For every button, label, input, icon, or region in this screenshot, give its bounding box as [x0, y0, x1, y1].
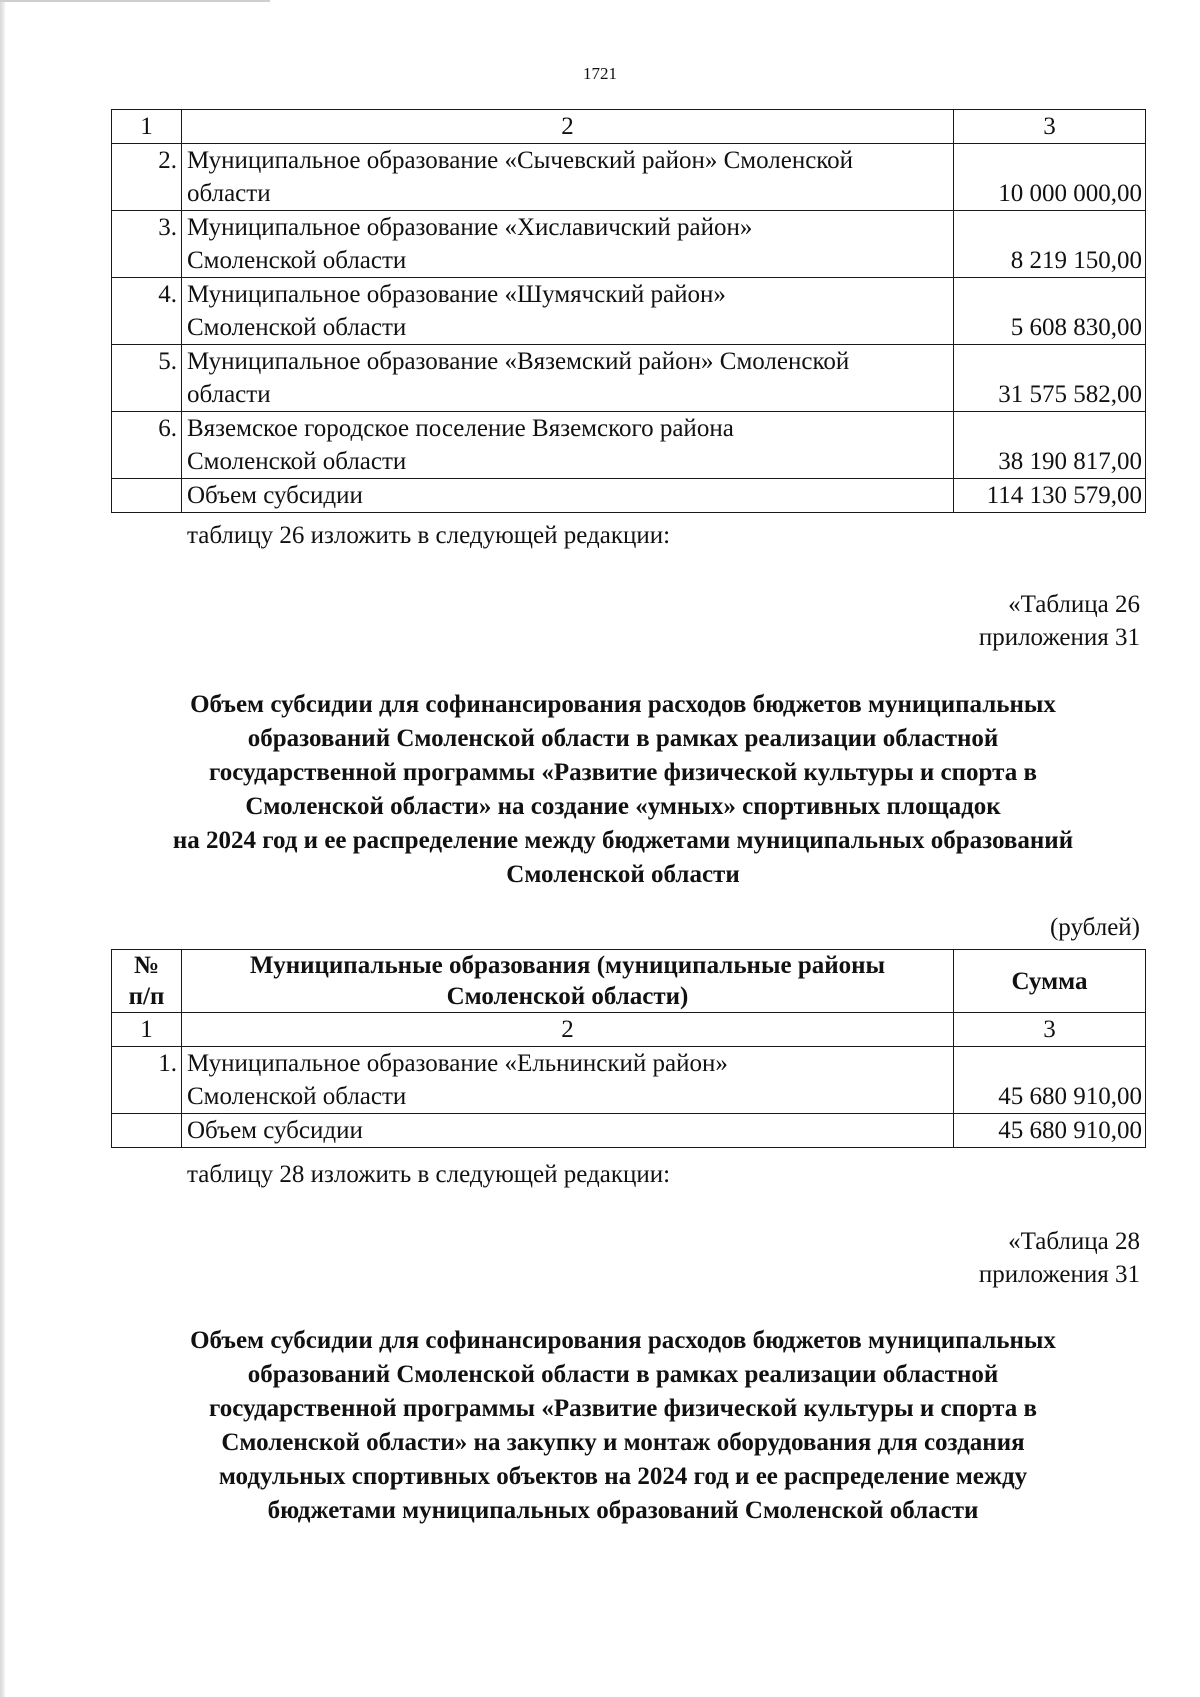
column-number-cell: 1 — [112, 110, 182, 144]
municipality-name — [182, 345, 954, 412]
page-number: 1721 — [583, 64, 617, 83]
table-26-heading — [100, 688, 1146, 892]
subsidy-table-26 — [111, 949, 1146, 1148]
municipality-name — [182, 144, 954, 211]
column-number-row — [112, 110, 1146, 144]
table-26-instruction: таблицу 26 изложить в следующей редакции: — [187, 522, 671, 549]
amount-cell: 45 680 910,00 — [954, 1047, 1146, 1114]
table-28-instruction: таблицу 28 изложить в следующей редакции: — [187, 1161, 671, 1188]
heading-line: Смоленской области» на создание «умных» спортивных площадок — [245, 793, 1001, 820]
empty-cell — [112, 1114, 182, 1148]
reference-line: приложения 31 — [978, 1261, 1140, 1288]
header-line: Муниципальные образования (муниципальные районы — [249, 952, 886, 979]
header-amount: Сумма — [954, 950, 1146, 1013]
table-row — [112, 1047, 1146, 1114]
amount-cell: 8 219 150,00 — [954, 211, 1146, 278]
name-line: Вяземское городское поселение Вяземского района — [187, 415, 734, 442]
total-row — [112, 479, 1146, 513]
table-26-reference — [979, 588, 1140, 654]
heading-line: Объем субсидии для софинансирования расходов бюджетов муниципальных — [190, 1327, 1056, 1354]
heading-line: Смоленской области» на закупку и монтаж оборудования для создания — [221, 1429, 1025, 1456]
municipality-name — [182, 278, 954, 345]
scan-edge-left — [0, 0, 5, 1697]
total-amount: 45 680 910,00 — [954, 1114, 1146, 1148]
column-number-row — [112, 1013, 1146, 1047]
scan-edge-top — [0, 0, 270, 2]
heading-line: образований Смоленской области в рамках реализации областной — [247, 1361, 999, 1388]
header-line: Смоленской области) — [446, 983, 689, 1010]
table-row — [112, 278, 1146, 345]
table-28-heading — [100, 1324, 1146, 1528]
heading-line: Смоленской области — [506, 861, 740, 888]
header-row — [112, 950, 1146, 1013]
empty-cell — [112, 479, 182, 513]
total-amount: 114 130 579,00 — [954, 479, 1146, 513]
row-number: 2. — [112, 144, 182, 211]
name-line: Муниципальное образование «Сычевский район» Смоленской — [187, 147, 854, 174]
column-number-cell: 2 — [182, 110, 954, 144]
heading-line: государственной программы «Развитие физической культуры и спорта в — [209, 759, 1037, 786]
table-28-reference — [979, 1225, 1140, 1291]
name-line: Смоленской области — [187, 314, 407, 341]
units-label: (рублей) — [1049, 914, 1140, 941]
heading-line: бюджетами муниципальных образований Смоленской области — [267, 1497, 979, 1524]
column-number-cell: 1 — [112, 1013, 182, 1047]
table-row — [112, 412, 1146, 479]
amount-cell: 5 608 830,00 — [954, 278, 1146, 345]
municipality-name — [182, 211, 954, 278]
total-label: Объем субсидии — [182, 479, 954, 513]
row-number: 1. — [112, 1047, 182, 1114]
name-line: Муниципальное образование «Хиславичский район» — [187, 214, 753, 241]
name-line: Смоленской области — [187, 247, 407, 274]
name-line: области — [187, 180, 271, 207]
reference-line: приложения 31 — [978, 624, 1140, 651]
row-number: 3. — [112, 211, 182, 278]
reference-line: «Таблица 26 — [1008, 591, 1140, 618]
heading-line: на 2024 год и ее распределение между бюджетами муниципальных образований — [172, 827, 1074, 854]
amount-cell: 10 000 000,00 — [954, 144, 1146, 211]
name-line: области — [187, 381, 271, 408]
total-row — [112, 1114, 1146, 1148]
reference-line: «Таблица 28 — [1008, 1228, 1140, 1255]
header-number — [112, 950, 182, 1013]
name-line: Муниципальное образование «Вяземский район» Смоленской — [187, 348, 850, 375]
heading-line: Объем субсидии для софинансирования расходов бюджетов муниципальных — [190, 691, 1056, 718]
column-number-cell: 3 — [954, 1013, 1146, 1047]
header-municipality — [182, 950, 954, 1013]
column-number-cell: 3 — [954, 110, 1146, 144]
row-number: 6. — [112, 412, 182, 479]
row-number: 4. — [112, 278, 182, 345]
name-line: Муниципальное образование «Шумячский район» — [187, 281, 726, 308]
amount-cell: 31 575 582,00 — [954, 345, 1146, 412]
table-row — [112, 144, 1146, 211]
total-label: Объем субсидии — [182, 1114, 954, 1148]
amount-cell: 38 190 817,00 — [954, 412, 1146, 479]
table-row — [112, 211, 1146, 278]
municipality-name — [182, 412, 954, 479]
name-line: Смоленской области — [187, 1083, 407, 1110]
column-number-cell: 2 — [182, 1013, 954, 1047]
subsidy-table-continuation — [111, 109, 1146, 513]
heading-line: модульных спортивных объектов на 2024 год и ее распределение между — [218, 1463, 1028, 1490]
header-line: № — [133, 952, 160, 979]
name-line: Смоленской области — [187, 448, 407, 475]
header-line: п/п — [128, 983, 165, 1010]
row-number: 5. — [112, 345, 182, 412]
name-line: Муниципальное образование «Ельнинский район» — [187, 1050, 728, 1077]
table-row — [112, 345, 1146, 412]
heading-line: образований Смоленской области в рамках реализации областной — [247, 725, 999, 752]
municipality-name — [182, 1047, 954, 1114]
heading-line: государственной программы «Развитие физической культуры и спорта в — [209, 1395, 1037, 1422]
